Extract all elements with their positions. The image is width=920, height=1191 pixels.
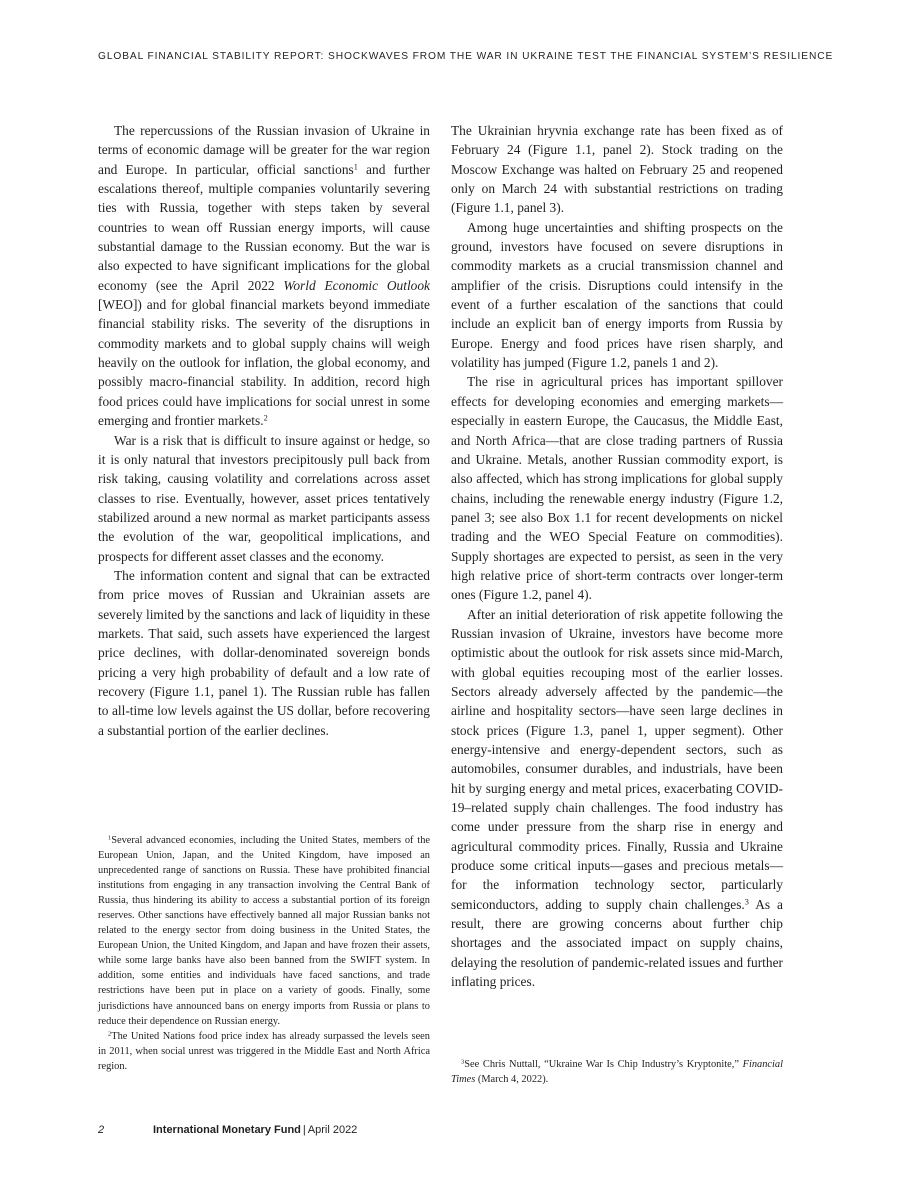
organization-name: International Monetary Fund bbox=[153, 1124, 301, 1136]
publication-title: Financial Times bbox=[451, 1059, 783, 1086]
publication-title: World Economic Outlook bbox=[283, 277, 430, 293]
footnote: $^1$Several advanced economies, including the United States, members of the European Union, Japan, and the United Kingdom, have imposed an unprecedented range of sanctions on Russia. These have prohibited financial institutions from engaging in any transaction involving the Central Bank of Russia, thus hindering its ability to access a substantial portion of its foreign reserves. Other sanctions have effectively banned all major Russian banks not related to the energy sector from doing business in the United States, the European Union, the United Kingdom, and Japan and have frozen their assets, while some large banks have also been banned from the SWIFT system. In addition, some entities and individuals have faced sanctions, and trade restrictions have been put in place on a variety of goods. Finally, some jurisdictions have announced bans on energy imports from Russia or plans to reduce their dependence on Russian energy. bbox=[98, 834, 430, 1027]
paragraph: The rise in agricultural prices has important spillover effects for developing economies and emerging markets—especially in eastern Europe, the Caucasus, the Middle East, and North Africa—that are close trading partners of Russia and Ukraine. Metals, another Russian commodity export, is also affected, which has strong implications for global supply chains, including the renewable energy industry (Figure 1.2, panel 3; see also Box 1.1 for recent developments on nickel trading and the WEO Special Feature on commodities). Supply shortages are expected to persist, as seen in the very high relative price of short-term contracts over longer-term ones (Figure 1.2, panel 4). bbox=[451, 374, 783, 603]
paragraph: The repercussions of the Russian invasion of Ukraine in terms of economic damage will be greater for the war region and Europe. In particular, official sanctions$^1$ and further escalations thereof, multiple companies voluntarily severing ties with Russia, together with steps taken by several countries to wean off Russian energy imports, will cause substantial damage to the Russian economy. But the war is also expected to have significant implications for the global economy (see the April 2022 World Economic Outlook [WEO]) and for global financial markets beyond immediate financial stability risks. The severity of the disruptions in commodity markets and to global supply chains will weigh heavily on the outlook for inflation, the global economy, and possibly macro-financial stability. In addition, record high food prices could have implications for social unrest in some emerging and frontier markets.$^2$ bbox=[98, 123, 430, 429]
paragraph: War is a risk that is difficult to insure against or hedge, so it is only natural that investors precipitously pull back from risk taking, causing volatility and correlations across asset classes to rise. Eventually, however, asset prices tentatively stabilized around a new normal as market participants assess the evolution of the war, geopolitical implications, and prospects for different asset classes and the economy. bbox=[98, 432, 430, 564]
left-column bbox=[98, 121, 430, 740]
running-header: GLOBAL FINANCIAL STABILITY REPORT: SHOCKWAVES FROM THE WAR IN UKRAINE TEST THE FINANCIAL SYSTEM’S RESILIENCE bbox=[98, 51, 834, 62]
footnote-mark: 3 bbox=[461, 1058, 465, 1066]
footer-separator: | bbox=[302, 1124, 306, 1136]
publication-date: April 2022 bbox=[307, 1124, 358, 1136]
footnote-ref[interactable]: 2 bbox=[263, 413, 268, 423]
page-number: 2 bbox=[98, 1124, 105, 1136]
paragraph: The Ukrainian hryvnia exchange rate has been fixed as of February 24 (Figure 1.1, panel 2). Stock trading on the Moscow Exchange was halted on February 25 and reopened only on March 24 with substantial restrictions on trading (Figure 1.1, panel 3). bbox=[451, 123, 783, 216]
paragraph: Among huge uncertainties and shifting prospects on the ground, investors have focused on severe disruptions in commodity markets as a crucial transmission channel and amplifier of the crisis. Disruptions could intensify in the event of a further escalation of the sanctions that could include an explicit ban of energy imports from Russia by Europe. Energy and food prices have risen sharply, and volatility has jumped (Figure 1.2, panels 1 and 2). bbox=[451, 219, 783, 371]
footnote-mark: 1 bbox=[108, 834, 112, 842]
footnote: $^2$The United Nations food price index has already surpassed the levels seen in 2011, when social unrest was triggered in the Middle East and North Africa region. bbox=[98, 1030, 430, 1072]
page-footer bbox=[98, 1124, 357, 1136]
paragraph: The information content and signal that can be extracted from price moves of Russian and Ukrainian assets are severely limited by the sanctions and lack of liquidity in these markets. That said, such assets have experienced the largest price declines, with dollar-denominated sovereign bonds pricing a very high probability of default and a low rate of recovery (Figure 1.1, panel 1). The Russian ruble has fallen to all-time low levels against the US dollar, before recovering a substantial portion of the earlier declines. bbox=[98, 567, 430, 738]
footnotes-left bbox=[98, 833, 430, 1074]
footnote-mark: 2 bbox=[108, 1030, 112, 1038]
footnote-ref[interactable]: 3 bbox=[744, 897, 749, 907]
footnotes-right bbox=[451, 1057, 783, 1087]
paragraph: After an initial deterioration of risk appetite following the Russian invasion of Ukraine, investors have become more optimistic about the outlook for risk assets since mid-March, with global equities recouping most of the earlier losses. Sectors already adversely affected by the pandemic—the airline and hospitality sectors—have seen large declines in stock prices (Figure 1.3, panel 1, upper segment). Other energy-intensive and energy-dependent sectors, such as automobiles, consumer durables, and industrials, have been hit by surging energy and metal prices, exacerbating COVID-19–related supply chain challenges. The food industry has come under pressure from the sharp rise in energy and agricultural commodity prices. Finally, Russia and Ukraine produce some critical inputs—gases and precious metals—for the information technology sector, particularly semiconductors, adding to supply chain challenges.$^3$ As a result, there are growing concerns about further chip shortages and the associated impact on supply chains, delaying the resolution of pandemic-related issues and further inflating prices. bbox=[451, 606, 784, 990]
footnote-ref[interactable]: 1 bbox=[353, 162, 358, 172]
footnote: $^3$See Chris Nuttall, “Ukraine War Is Chip Industry’s Kryptonite,” Financial Times (March 4, 2022). bbox=[451, 1058, 783, 1086]
right-column bbox=[451, 121, 783, 991]
